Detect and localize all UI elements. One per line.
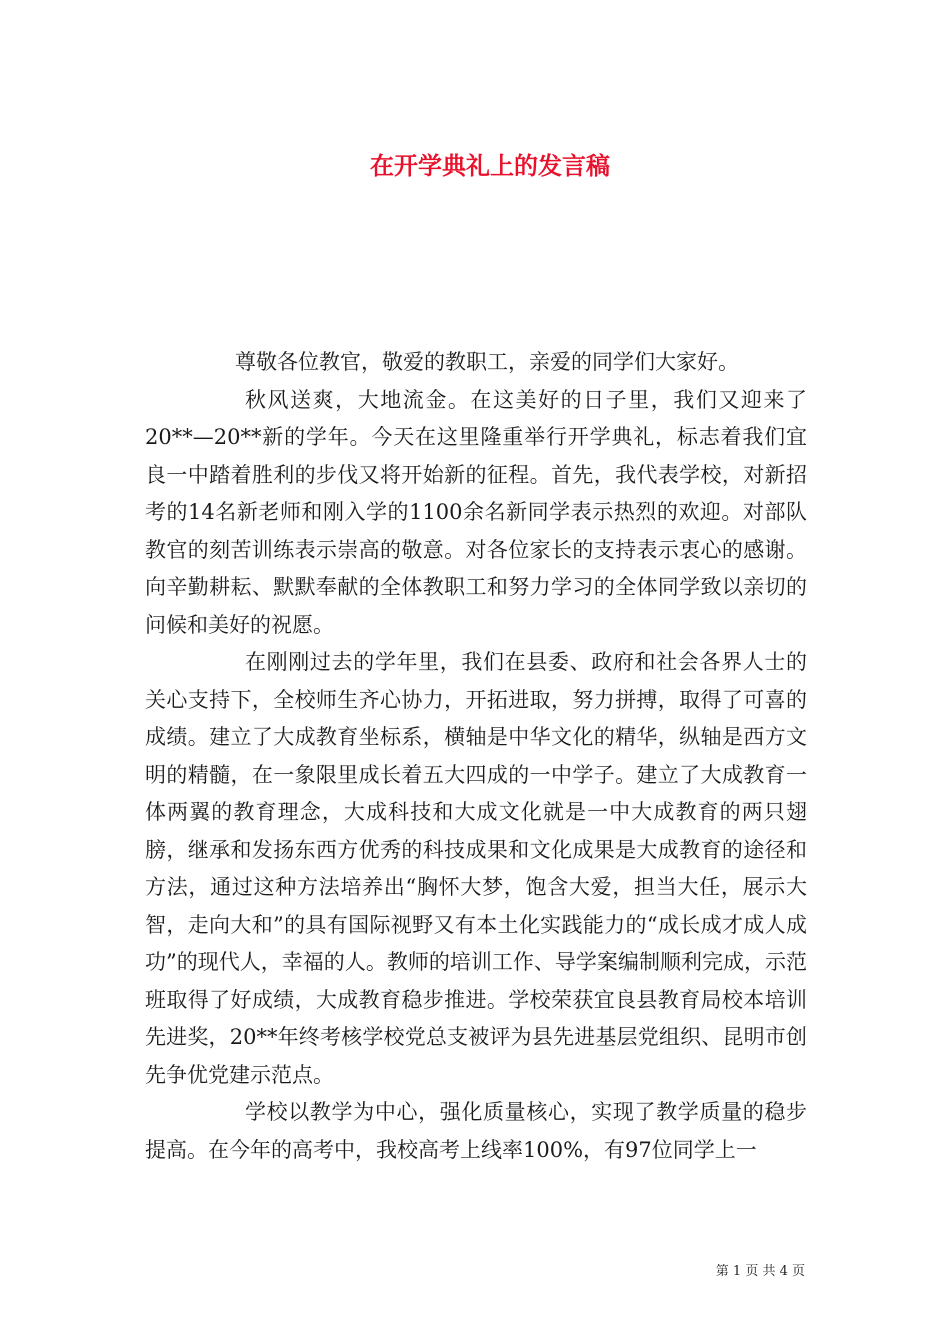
document-title: 在开学典礼上的发言稿 [370,151,610,181]
paragraph-teaching-quality: 学校以教学为中心，强化质量核心，实现了教学质量的稳步提高。在今年的高考中，我校高考上线率100%，有97位同学上一 [145,1100,807,1162]
paragraph-greeting: 尊敬各位教官，敬爱的教职工，亲爱的同学们大家好。 [235,350,739,374]
paragraph-opening: 秋风送爽，大地流金。在这美好的日子里，我们又迎来了20**—20**新的学年。今天在这里隆重举行开学典礼，标志着我们宜良一中踏着胜利的步伐又将开始新的征程。首先，我代表学校，对新招考的14名新老师和刚入学的1100余名新同学表示热烈的欢迎。对部队教官的刻苦训练表示崇高的敬意。对各位家长的支持表示衷心的感谢。向辛勤耕耘、默默奉献的全体教职工和努力学习的全体同学致以亲切的问候和美好的祝愿。 [145,387,807,637]
paragraph-achievements: 在刚刚过去的学年里，我们在县委、政府和社会各界人士的关心支持下，全校师生齐心协力，开拓进取，努力拼搏，取得了可喜的成绩。建立了大成教育坐标系，横轴是中华文化的精华，纵轴是西方文明的精髓，在一象限里成长着五大四成的一中学子。建立了大成教育一体两翼的教育理念，大成科技和大成文化就是一中大成教育的两只翅膀，继承和发扬东西方优秀的科技成果和文化成果是大成教育的途径和方法，通过这种方法培养出“胸怀大梦，饱含大爱，担当大任，展示大智，走向大和”的具有国际视野又有本土化实践能力的“成长成才成人成功”的现代人，幸福的人。教师的培训工作、导学案编制顺利完成，示范班取得了好成绩，大成教育稳步推进。学校荣获宜良县教育局校本培训先进奖，20**年终考核学校党总支被评为县先进基层党组织、昆明市创先争优党建示范点。 [145,650,807,1087]
page-number-footer: 第 1 页 共 4 页 [715,1264,805,1279]
document-body [145,344,807,1169]
